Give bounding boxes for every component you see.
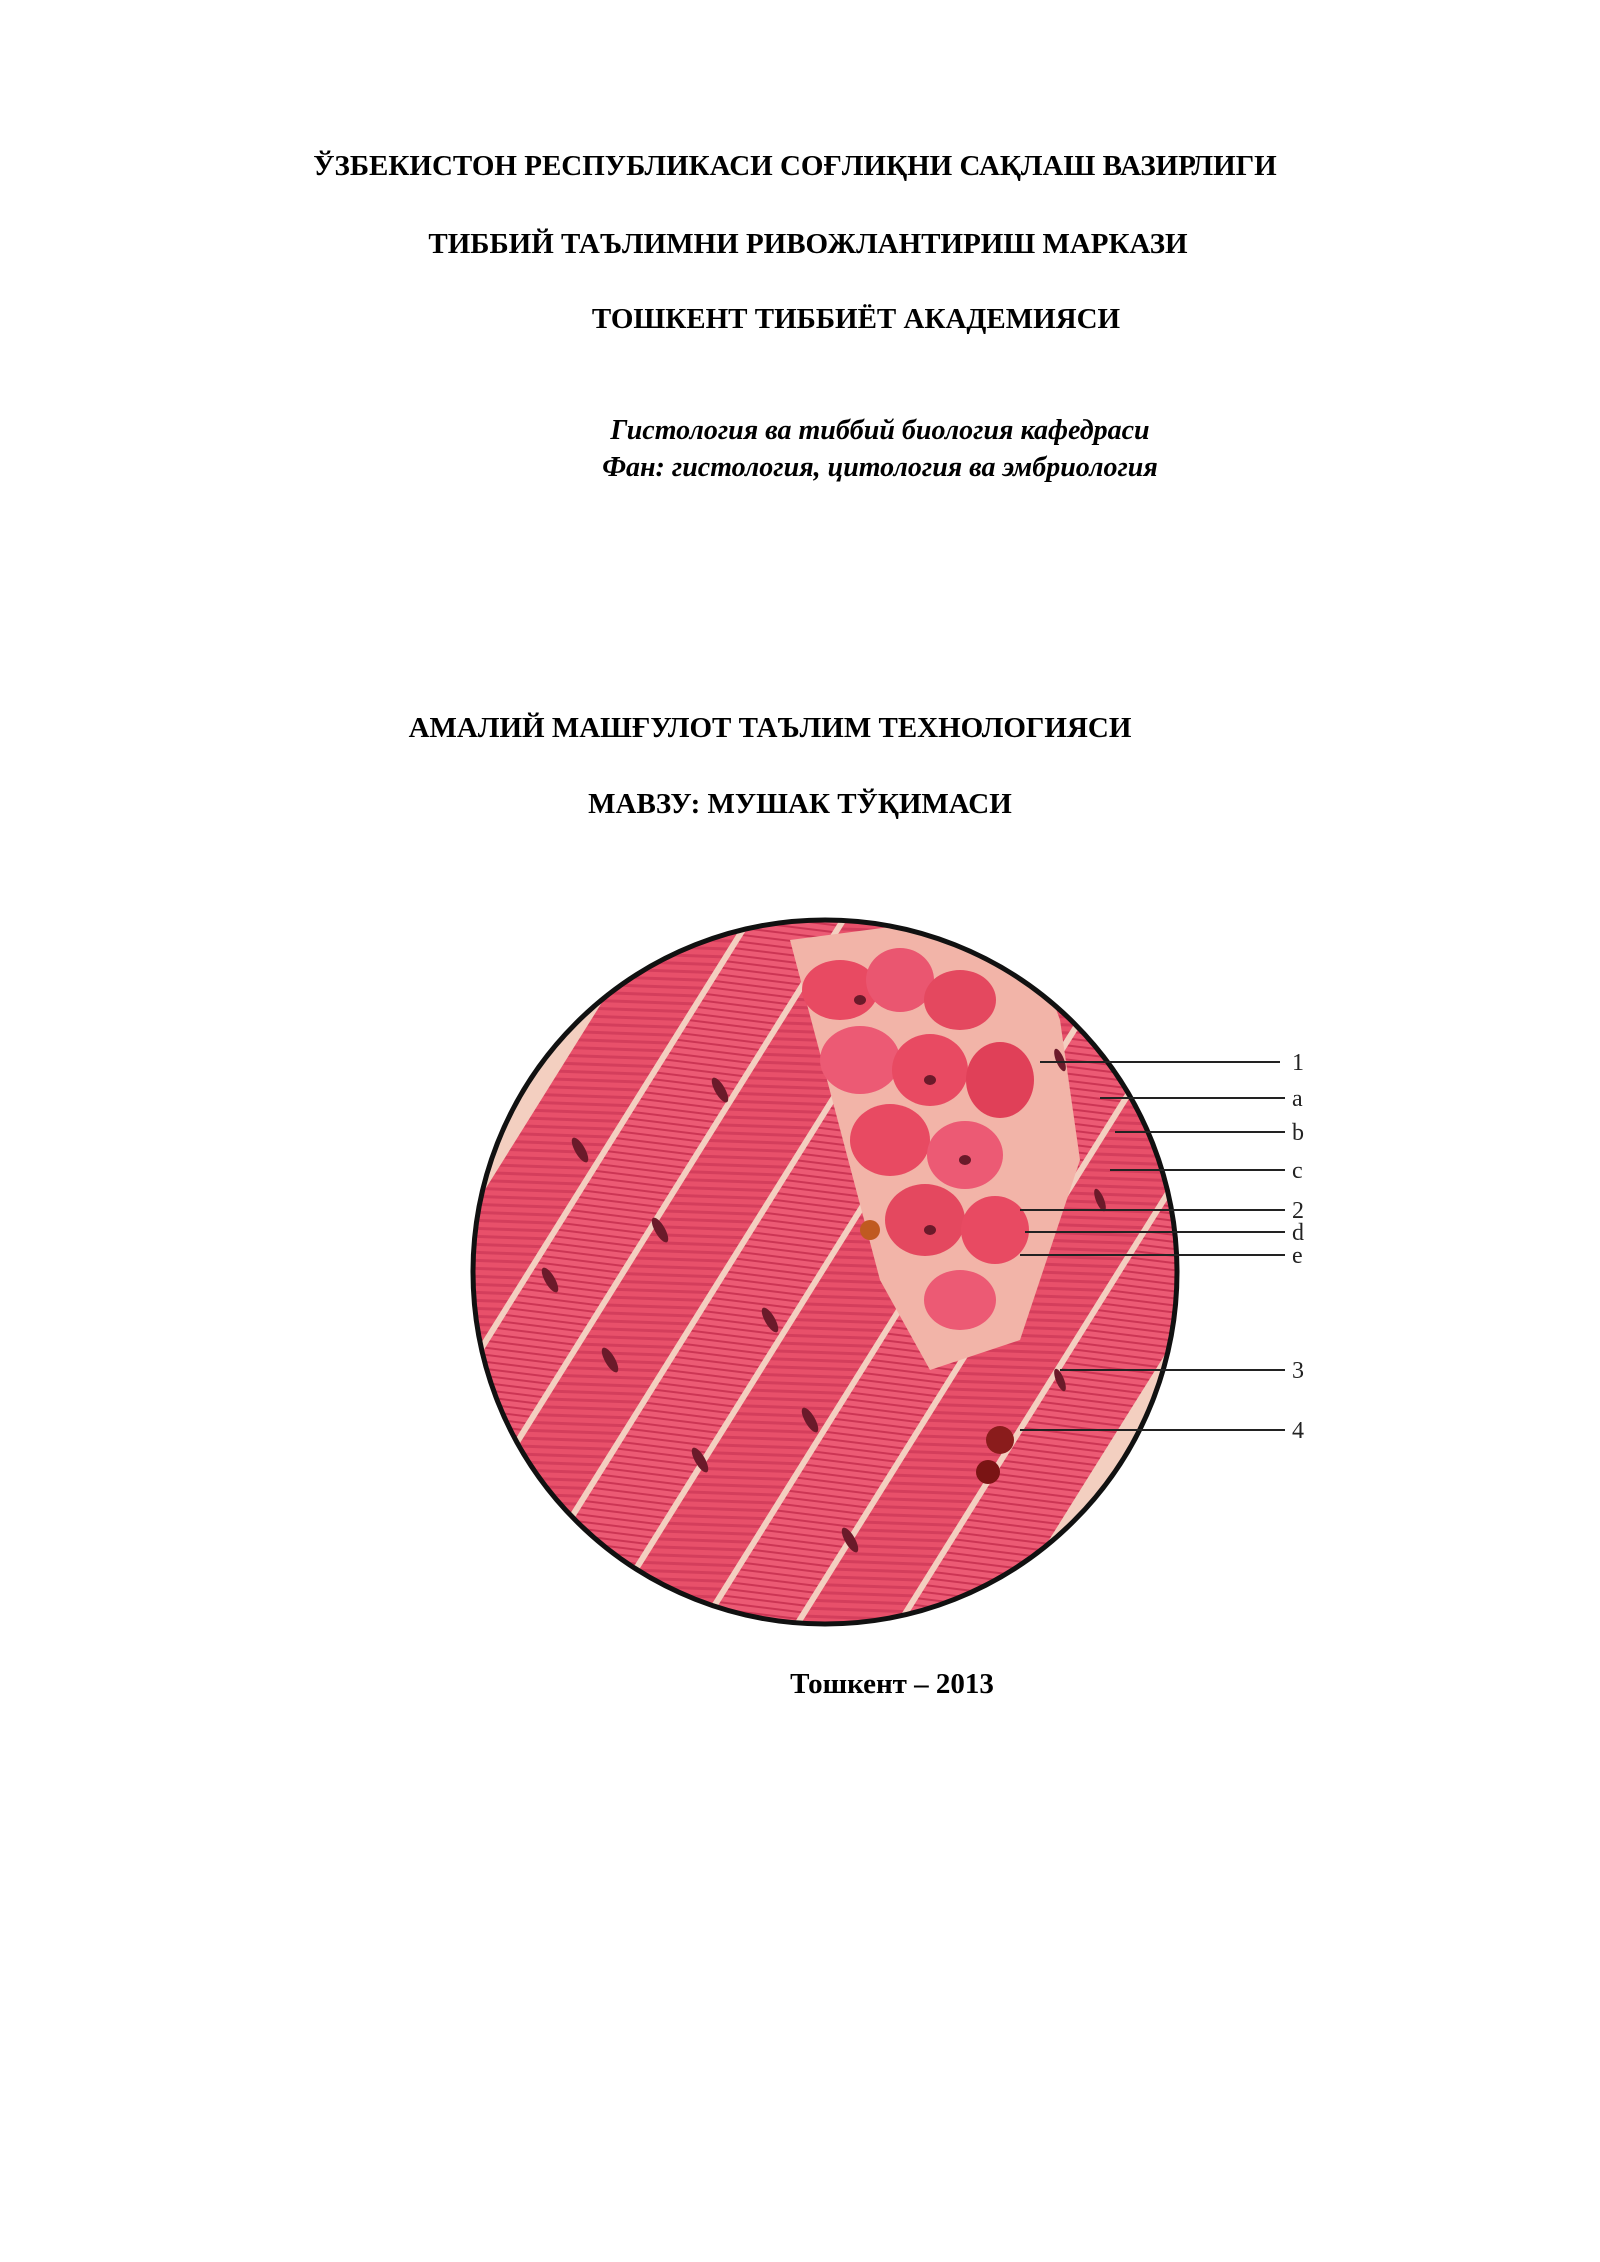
label-2: 2 — [1292, 1198, 1304, 1224]
vessel — [976, 1460, 1000, 1484]
department-name: Гистология ва тиббий биология кафедраси — [610, 415, 1150, 446]
subject-name: Фан: гистология, цитология ва эмбриология — [602, 452, 1158, 483]
document-topic: МАВЗУ: МУШАК ТЎҚИМАСИ — [588, 788, 1012, 820]
label-4: 4 — [1292, 1418, 1304, 1444]
academy-heading: ТОШКЕНТ ТИББИЁТ АКАДЕМИЯСИ — [591, 303, 1121, 335]
ministry-heading: ЎЗБЕКИСТОН РЕСПУБЛИКАСИ СОҒЛИҚНИ САҚЛАШ ВАЗИРЛИГИ — [313, 150, 1277, 182]
place-year: Тошкент – 2013 — [790, 1668, 994, 1700]
vessel — [860, 1220, 880, 1240]
vessel — [986, 1426, 1014, 1454]
micrograph-svg — [460, 900, 1340, 1670]
center-heading: ТИББИЙ ТАЪЛИМНИ РИВОЖЛАНТИРИШ МАРКАЗИ — [428, 228, 1188, 260]
micrograph-content — [460, 900, 1340, 1670]
document-title: АМАЛИЙ МАШҒУЛОТ ТАЪЛИМ ТЕХНОЛОГИЯСИ — [408, 712, 1132, 744]
label-a: a — [1292, 1086, 1303, 1112]
label-c: c — [1292, 1158, 1303, 1184]
label-e: e — [1292, 1243, 1303, 1269]
label-3: 3 — [1292, 1358, 1304, 1384]
muscle-tissue-illustration — [460, 900, 1340, 1670]
label-b: b — [1292, 1120, 1304, 1146]
label-1: 1 — [1292, 1050, 1304, 1076]
label-d: d — [1292, 1220, 1304, 1246]
